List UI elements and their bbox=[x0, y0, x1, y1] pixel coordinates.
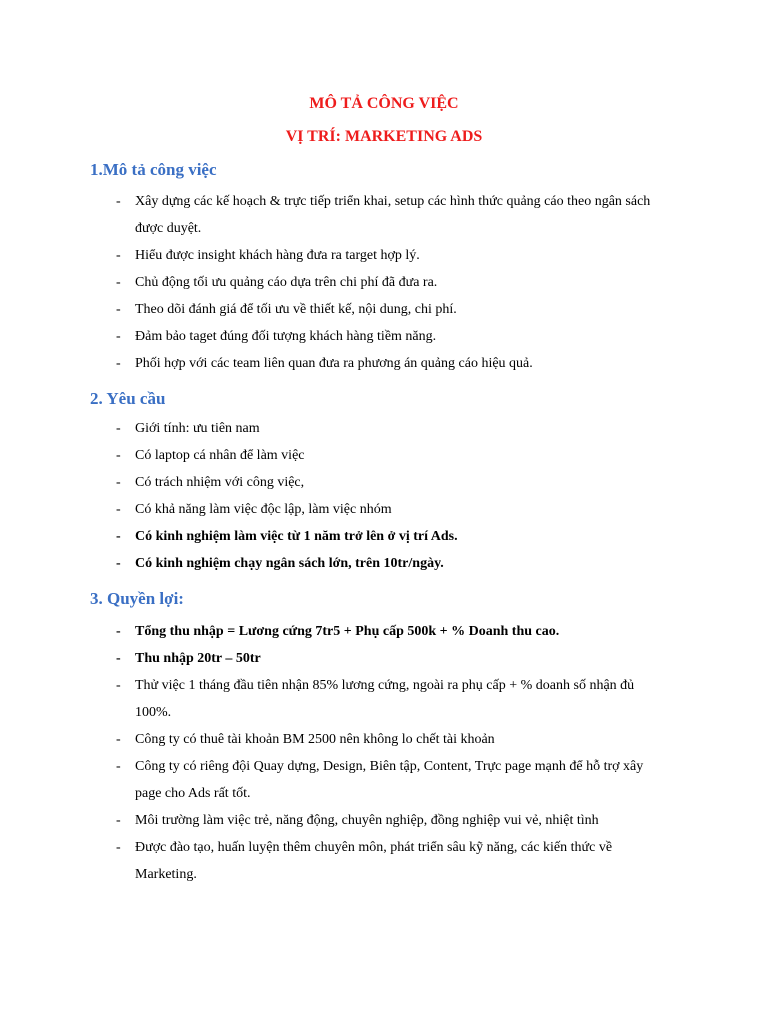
list-item bbox=[0, 645, 673, 672]
list-item bbox=[0, 350, 673, 377]
list-item-text: Có laptop cá nhân để làm việc bbox=[135, 448, 305, 463]
bullet-dash: - bbox=[116, 421, 121, 436]
bullet-dash: - bbox=[116, 302, 121, 317]
list-item-text: Hiểu được insight khách hàng đưa ra target hợp lý. bbox=[135, 248, 420, 263]
list-item bbox=[0, 672, 673, 726]
list-item bbox=[0, 323, 673, 350]
list-item-text: Thử việc 1 tháng đầu tiên nhận 85% lương cứng, ngoài ra phụ cấp + % doanh số nhận đủ 100%. bbox=[135, 678, 635, 720]
list-item-text: Công ty có riêng đội Quay dựng, Design, Biên tập, Content, Trực page mạnh để hỗ trợ xây page cho Ads rất tốt. bbox=[135, 759, 644, 801]
bullet-dash: - bbox=[116, 502, 121, 517]
bullet-dash: - bbox=[116, 475, 121, 490]
section-heading-requirements: 2. Yêu cầu bbox=[90, 389, 166, 408]
list-item-text: Thu nhập 20tr – 50tr bbox=[135, 651, 261, 666]
list-item-text: Có khả năng làm việc độc lập, làm việc nhóm bbox=[135, 502, 392, 517]
list-item bbox=[0, 807, 673, 834]
list-item bbox=[0, 296, 673, 323]
list-item-text: Công ty có thuê tài khoản BM 2500 nên không lo chết tài khoản bbox=[135, 732, 495, 747]
list-item bbox=[0, 442, 673, 469]
list-item bbox=[0, 726, 673, 753]
bullet-dash: - bbox=[116, 840, 121, 855]
list-item bbox=[0, 469, 673, 496]
list-item-text: Chủ động tối ưu quảng cáo dựa trên chi phí đã đưa ra. bbox=[135, 275, 438, 290]
bullet-dash: - bbox=[116, 329, 121, 344]
list-item-text: Có kinh nghiệm chạy ngân sách lớn, trên 10tr/ngày. bbox=[135, 556, 444, 571]
list-item bbox=[0, 188, 673, 242]
bullet-dash: - bbox=[116, 624, 121, 639]
document-subtitle: VỊ TRÍ: MARKETING ADS bbox=[285, 128, 483, 145]
list-item-text: Đảm bảo taget đúng đối tượng khách hàng tiềm năng. bbox=[135, 329, 437, 344]
list-item bbox=[0, 415, 673, 442]
list-item-text: Tổng thu nhập = Lương cứng 7tr5 + Phụ cấp 500k + % Doanh thu cao. bbox=[135, 624, 560, 639]
list-item bbox=[0, 753, 673, 807]
bullet-dash: - bbox=[116, 194, 121, 209]
bullet-dash: - bbox=[116, 248, 121, 263]
benefits-list bbox=[0, 618, 768, 888]
list-item-text: Có kinh nghiệm làm việc từ 1 năm trở lên ở vị trí Ads. bbox=[135, 529, 458, 544]
bullet-dash: - bbox=[116, 529, 121, 544]
list-item bbox=[0, 242, 673, 269]
bullet-dash: - bbox=[116, 356, 121, 371]
list-item bbox=[0, 269, 673, 296]
bullet-dash: - bbox=[116, 732, 121, 747]
bullet-dash: - bbox=[116, 813, 121, 828]
list-item-text: Xây dựng các kế hoạch & trực tiếp triển khai, setup các hình thức quảng cáo theo ngân sách được duyệt. bbox=[135, 194, 651, 236]
bullet-dash: - bbox=[116, 651, 121, 666]
list-item bbox=[0, 550, 673, 577]
list-item-text: Giới tính: ưu tiên nam bbox=[135, 421, 260, 436]
list-item bbox=[0, 496, 673, 523]
requirements-list bbox=[0, 415, 768, 577]
document-title: MÔ TẢ CÔNG VIỆC bbox=[309, 95, 459, 112]
list-item-text: Có trách nhiệm với công việc, bbox=[135, 475, 305, 490]
section-heading-job-description: 1.Mô tả công việc bbox=[90, 160, 217, 179]
list-item-text: Theo dõi đánh giá để tối ưu về thiết kế, nội dung, chi phí. bbox=[135, 302, 457, 317]
bullet-dash: - bbox=[116, 275, 121, 290]
list-item-text: Môi trường làm việc trẻ, năng động, chuyên nghiệp, đồng nghiệp vui vẻ, nhiệt tình bbox=[135, 813, 599, 828]
list-item bbox=[0, 834, 673, 888]
list-item bbox=[0, 523, 673, 550]
bullet-dash: - bbox=[116, 678, 121, 693]
bullet-dash: - bbox=[116, 759, 121, 774]
list-item-text: Được đào tạo, huấn luyện thêm chuyên môn, phát triển sâu kỹ năng, các kiến thức về Marketing. bbox=[135, 840, 613, 882]
bullet-dash: - bbox=[116, 556, 121, 571]
list-item bbox=[0, 618, 673, 645]
bullet-dash: - bbox=[116, 448, 121, 463]
section-heading-benefits: 3. Quyền lợi: bbox=[90, 589, 184, 608]
job-description-list bbox=[0, 188, 768, 377]
list-item-text: Phối hợp với các team liên quan đưa ra phương án quảng cáo hiệu quả. bbox=[135, 356, 533, 371]
